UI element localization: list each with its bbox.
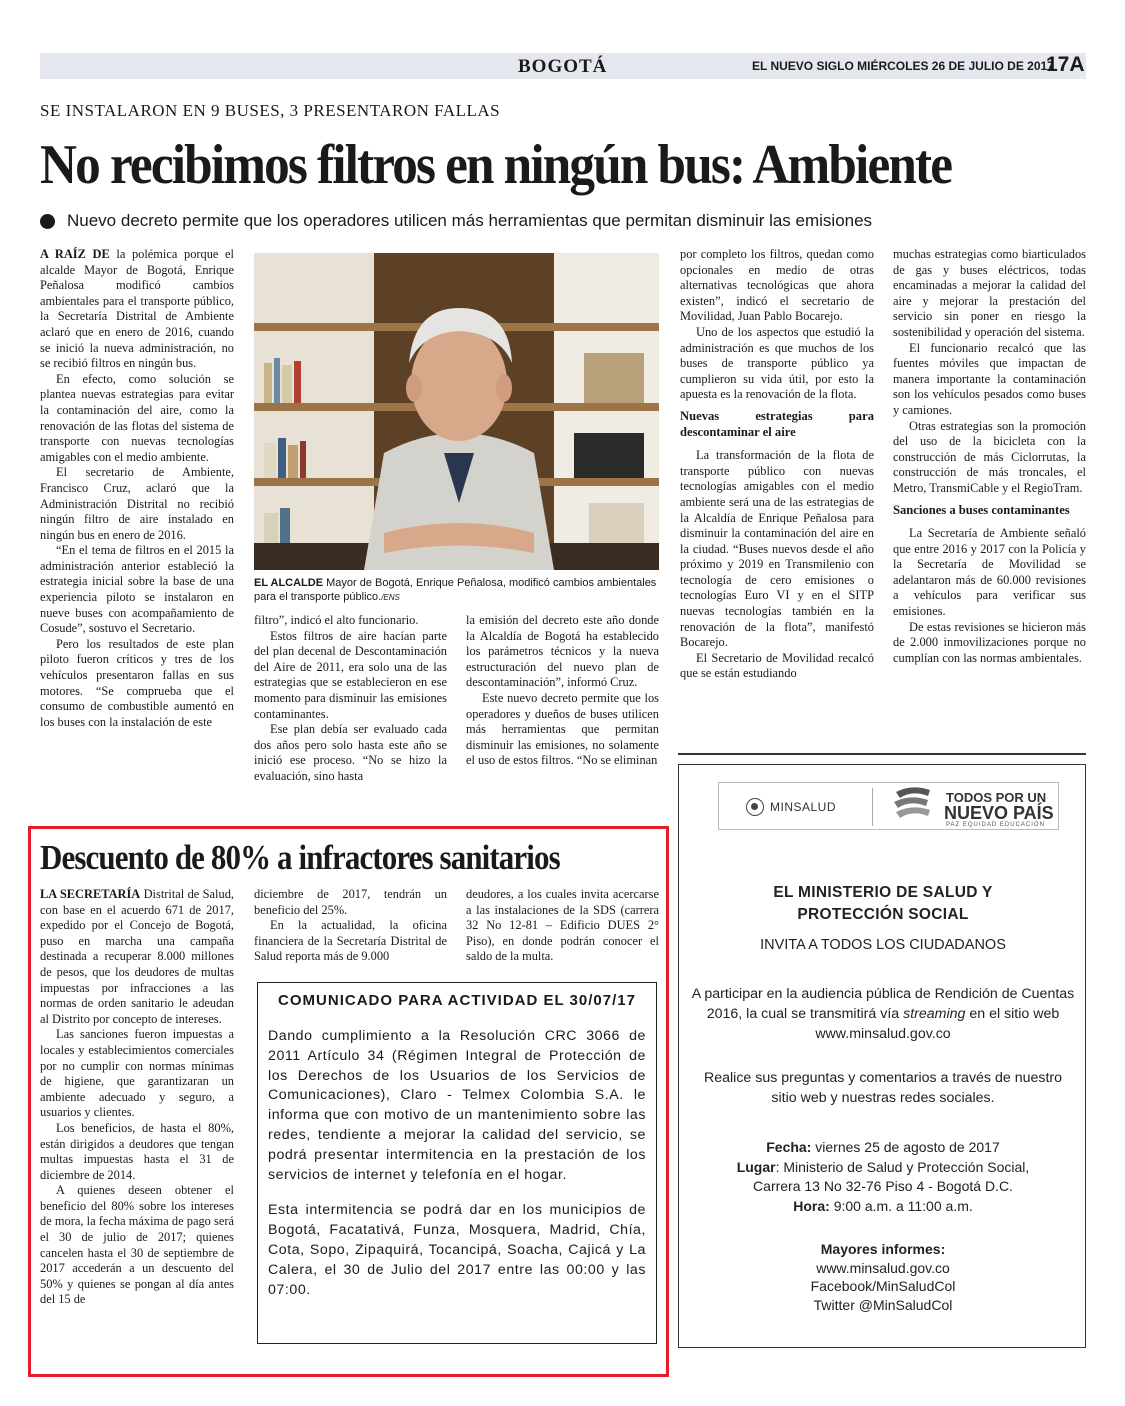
notice-title: COMUNICADO PARA ACTIVIDAD EL 30/07/17 [278, 992, 636, 1009]
article-column-1 [40, 247, 234, 803]
paragraph: Otras estrategias son la promoción del uso de la bicicleta con la construcción de más Ciclorrutas, la construcción de más troncales, el Metro, TransmiCable y el RegioTram. [893, 418, 1086, 495]
subheading: Nuevas estrategias para descontaminar el aire [680, 408, 874, 439]
paragraph: filtro”, indicó el alto funcionario. [254, 613, 419, 627]
paragraph: la emisión del decreto este año donde la Alcaldía de Bogotá ha establecido los parámetros técnicos y la nueva estructuración del nuevo plan de descontaminación”, informó Cruz. [466, 613, 659, 690]
address: Carrera 13 No 32-76 Piso 4 - Bogotá D.C. [753, 1178, 1013, 1194]
section-name: BOGOTÁ [518, 56, 608, 77]
paragraph: De estas revisiones se hicieron más de 2.000 inmovilizaciones porque no cumplían con las normas ambientales. [893, 619, 1086, 665]
minsalud-label: MINSALUD [770, 800, 837, 814]
divider [872, 788, 873, 826]
ad-contact [690, 1240, 1076, 1314]
nuevo-pais-logo-icon [892, 784, 932, 826]
sanitary-column-2 [254, 887, 447, 967]
website: www.minsalud.gov.co [816, 1259, 950, 1276]
ad-event-details [690, 1138, 1076, 1216]
article-column-2 [254, 613, 447, 803]
paragraph: deudores, a los cuales invita acercarse a las instalaciones de la SDS (carrera 32 No 12-81 – Edificio DUES 2° Piso), en donde podrán conocer el saldo de la multa. [466, 887, 659, 964]
ad-paragraph: Realice sus preguntas y comentarios a través de nuestro sitio web y nuestras redes sociales. [703, 1070, 1063, 1106]
paragraph: Estos filtros de aire hacían parte del plan decenal de Descontaminación del Aire de 2011, era solo una de las estrategias que se establecieron en ese momento para disminuir las emisiones contaminantes. [254, 628, 447, 721]
fecha-value: viernes 25 de agosto de 2017 [815, 1139, 1000, 1155]
paragraph: Uno de los aspectos que estudió la administración es que muchos de los buses de transporte público ya cumplieron su vida útil, por esto la apuesta es la renovación de la flota. [680, 324, 874, 402]
ad-title: EL MINISTERIO DE SALUD Y PROTECCIÓN SOCIAL [773, 884, 993, 923]
article-column-4 [680, 247, 874, 743]
page-number: 17A [1046, 53, 1085, 76]
caption-label: EL ALCALDE [254, 577, 324, 589]
paragraph: Las sanciones fueron impuestas a locales y establecimientos comerciales por no cumplir con normas mínimas de higiene, que garantizaran un ambiente adecuado y seguro, a usuarios y clientes. [40, 1027, 234, 1120]
ad-invite: INVITA A TODOS LOS CIUDADANOS [760, 937, 1006, 953]
paragraph: En efecto, como solución se plantea nuevas estrategias para evitar la contaminación del aire, como la renovación de las flotas del sistema de transporte con nuevas tecnologías amigables con el medio ambiente. [40, 371, 234, 464]
ad-paragraph: A participar en la audiencia pública de Rendición de Cuentas 2016, la cual se transmitirá vía streaming en el sitio web www.minsalud.gov.co [691, 986, 1075, 1042]
paragraph: A RAÍZ DE la polémica porque el alcalde Mayor de Bogotá, Enrique Peñalosa modificó cambios ambientales para el transporte público, la Secretaría Distrital de Ambiente aclaró que en enero de 2016, cuando se inició la nueva administración, no se recibió filtros en ningún bus. [40, 247, 234, 371]
masthead-date: EL NUEVO SIGLO MIÉRCOLES 26 DE JULIO DE 2017 [752, 59, 1054, 73]
lugar-label: Lugar [736, 1158, 776, 1175]
paragraph: LA SECRETARÍA Distrital de Salud, con base en el acuerdo 671 de 2017, expedido por el Concejo de Bogotá, puso en marcha una campaña destinada a recuperar 8.000 millones de pesos, que los deudores de multas impuestas por infracciones a las normas de orden sanitario le adeudan al Distrito por concepto de intereses. [40, 887, 234, 1026]
claro-notice [257, 982, 657, 1344]
article-column-3 [466, 613, 659, 803]
sanitary-column-1 [40, 887, 234, 1349]
more-info-label: Mayores informes: [820, 1241, 946, 1257]
paragraph: El secretario de Ambiente, Francisco Cruz, aclaró que la Administración Distrital no recibió ningún filtro de aire instalado en ningún bus en enero de 2016. [40, 465, 234, 542]
article-deck [40, 211, 872, 231]
photo-credit: /ENS [381, 593, 400, 602]
hora-value: 9:00 a.m. a 11:00 a.m. [833, 1197, 973, 1214]
paragraph: Pero los resultados de este plan piloto fueron críticos y tres de los vehículos presentaron fallas en sus motores. “Se comprueba que el consumo de combustible aumentó en los buses con la instalación de este [40, 636, 234, 729]
nuevo-pais-line1: TODOS POR UN [946, 790, 1047, 805]
paragraph: Este nuevo decreto permite que los operadores y dueños de buses utilicen más herramientas que permitan disminuir las emisiones, no solamente el uso de estos filtros. “No se eliminan [466, 690, 659, 768]
lugar-value: : Ministerio de Salud y Protección Social, [775, 1158, 1030, 1175]
nuevo-pais-tagline: PAZ EQUIDAD EDUCACIÓN [946, 822, 1045, 828]
paragraph: El funcionario recalcó que las fuentes móviles que impactan de manera importante la contaminación son los vehículos pesados como buses y camiones. [893, 340, 1086, 417]
paragraph: En la actualidad, la oficina financiera de la Secretaría Distrital de Salud reporta más de 9.000 [254, 918, 447, 964]
paragraph: diciembre de 2017, tendrán un beneficio del 25%. [254, 887, 447, 917]
caption-text: Mayor de Bogotá, Enrique Peñalosa, modificó cambios ambientales para el transporte público. [254, 577, 657, 603]
divider [678, 753, 1086, 755]
lead-in: A RAÍZ DE [40, 247, 110, 261]
paragraph: “En el tema de filtros en el 2015 la administración anterior estableció la estrategia inicial sobre la base de una experiencia piloto se instalaron en nueve buses con acompañamiento de Cosude”, sostuvo el Secretario. [40, 543, 234, 636]
nuevo-pais-line2: NUEVO PAÍS [944, 803, 1054, 823]
twitter: Twitter @MinSaludCol [813, 1296, 953, 1313]
paragraph: Ese plan debía ser evaluado cada dos años pero solo hasta este año se inició ese proceso. “No se hizo la evaluación, sino hasta [254, 722, 447, 783]
sanitary-column-3 [466, 887, 659, 967]
article-headline: No recibimos filtros en ningún bus: Ambiente [40, 134, 952, 196]
paragraph: El Secretario de Movilidad recalcó que se están estudiando [680, 650, 874, 681]
fecha-label: Fecha: [766, 1139, 812, 1155]
lead-in: LA SECRETARÍA [40, 887, 141, 901]
paragraph: Los beneficios, de hasta el 80%, están dirigidos a deudores que tengan multas impuestas hasta el 31 de diciembre de 2014. [40, 1120, 234, 1182]
seal-icon [746, 798, 764, 816]
article-photo [254, 253, 659, 570]
paragraph: muchas estrategias como biarticulados de gas y buses eléctricos, todas encaminadas a mejorar la calidad del aire y mejorar la prestación del servicio sin poner en riesgo la sostenibilidad y operación del sistema. [893, 247, 1086, 339]
minsalud-logo [746, 798, 836, 816]
paragraph: La transformación de la flota de transporte público con nuevas tecnologías amigables con el medio ambiente será una de las estrategias de la Alcaldía de Enrique Peñalosa para disminuir la contaminación del aire en la ciudad. “Buses nuevos desde el año próximo y 2019 en Transmilenio con tecnología de cero emisiones o tecnologías Euro VI y en el SITP nuevas tecnologías también en la renovación de la flota”, manifestó Bocarejo. [680, 448, 874, 650]
facebook: Facebook/MinSaludCol [810, 1278, 956, 1294]
bullet-icon [40, 214, 55, 229]
article-column-5 [893, 247, 1086, 743]
photo-caption [254, 576, 659, 605]
paragraph: por completo los filtros, quedan como opcionales en medio de otras alternativas tecnológicas que ahora existen”, indicó el secretario de Movilidad, Juan Pablo Bocarejo. [680, 247, 874, 324]
article-deck-text: Nuevo decreto permite que los operadores utilicen más herramientas que permitan disminuir las emisiones [67, 211, 873, 230]
sanitary-headline: Descuento de 80% a infractores sanitarios [40, 838, 560, 877]
hora-label: Hora: [793, 1197, 830, 1214]
paragraph: A quienes deseen obtener el beneficio del 80% sobre los intereses de mora, la fecha máxima de pago será el 30 de julio de 2017; quienes cancelen hasta el 30 de septiembre de 2017 accederán a un descuento del 50% y quienes se pongan al día antes del 15 de [40, 1183, 234, 1307]
subheading: Sanciones a buses contaminantes [893, 502, 1070, 517]
paragraph: La Secretaría de Ambiente señaló que entre 2016 y 2017 con la Policía y la Secretaría de Movilidad se adelantaron más de 60.000 revisiones a vehículos para verificar sus emisiones. [893, 526, 1086, 619]
notice-paragraph: Dando cumplimiento a la Resolución CRC 3066 de 2011 Artículo 34 (Régimen Integral de Protección de los Derechos de los Usuarios de los Servicios de Comunicaciones), Claro - Telmex Colombia S.A. le informa que con motivo de un mantenimiento sobre las redes, tendiente a mejorar la calidad del servicio, se podrá presentar intermitencia en la prestación de los servicios de internet y telefonía en el hogar. [268, 1028, 646, 1183]
article-kicker: SE INSTALARON EN 9 BUSES, 3 PRESENTARON FALLAS [40, 101, 501, 120]
notice-paragraph: Esta intermitencia se podrá dar en los municipios de Bogotá, Facatativá, Funza, Mosquera, Madrid, Chía, Cota, Sopo, Zipaquirá, Tocancipá, Soacha, Cajicá y La Calera, el 30 de Julio del 2017 entre las 00:00 y las 07:00. [268, 1202, 646, 1298]
